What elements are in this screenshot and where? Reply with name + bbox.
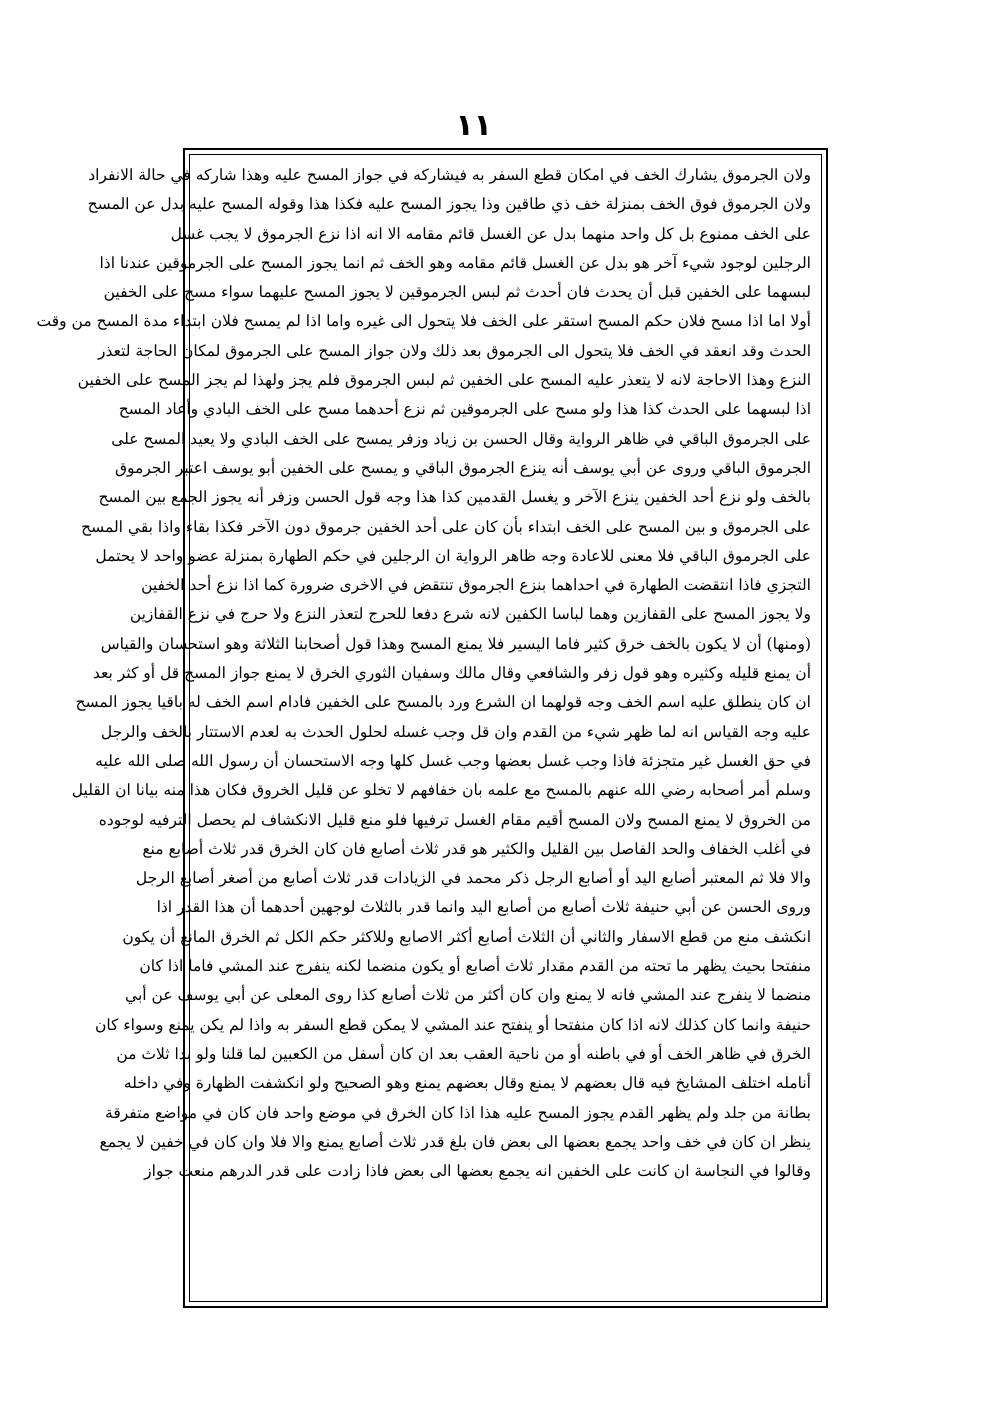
text-line: التجزي فاذا انتقضت الطهارة في احداهما بنزع الجرموق تنتقض في الاخرى ضرورة كما اذا نزع أحد الخفين [141,576,811,595]
text-line: بالخف ولو نزع أحد الخفين ينزع الآخر و يغسل القدمين كذا هذا وجه قول الحسن وزفر أنه يجوز الجمع بين المسح [98,488,811,507]
text-line: على الخف ممنوع بل كل واحد منهما بدل عن الغسل قائم مقامه الا انه اذا نزع الجرموق لا يجب غسل [170,224,811,243]
text-line: على الجرموق الباقي في ظاهر الرواية وقال الحسن بن زياد وزفر يمسح على الخف البادي ولا يعيد المسح على [111,429,811,448]
text-line: الرجلين لوجود شيء آخر هو بدل عن الغسل قائم مقامه وهو الخف ثم انما يجوز المسح على الجرموقين عندنا اذا [99,253,811,272]
text-line: ان كان ينطلق عليه اسم الخف وجه قولهما ان الشرع ورد بالمسح على الخفين فادام اسم الخف له باقيا يجوز المسح [75,693,811,712]
text-line: أن يمنع قليله وكثيره وهو قول زفر والشافعي وقال مالك وسفيان الثوري الخرق لا يمنع جواز المسح قل أو كثر بعد [92,664,811,683]
text-line: النزع وهذا الاحاجة لانه لا يتعذر عليه المسح على الخفين ثم لبس الجرموق فلم يجز ولهذا لم يجز المسح على الخفين [77,371,811,390]
text-line: وسلم أمر أصحابه رضي الله عنهم بالمسح مع علمه بان خفافهم لا تخلو عن قليل الخروق فكان هذا منه بيانا ان القليل [71,781,811,800]
text-line: ولا يجوز المسح على القفازين وهما لباسا الكفين لانه شرع دفعا للحرج لتعذر النزع ولا حرج في نزع القفازين [129,605,811,624]
text-line: ولان الجرموق فوق الخف بمنزلة خف ذي طاقين وذا يجوز المسح عليه فكذا هذا وقوله المسح عليه بدل عن المسح [87,195,811,214]
text-line: أولا اما اذا مسح فلان حكم المسح استقر على الخف فلا يتحول الى غيره واما اذا لم يمسح فلان ابتداء مدة المسح من وقت [36,312,811,331]
page-border [36,148,828,1308]
text-line: من الخروق لا يمنع المسح ولان المسح أقيم مقام الغسل ترفيها فلو منع قليل الانكشاف لم يحصل الترفيه لوجوده [98,810,811,829]
text-line: اذا لبسهما على الحدث كذا هذا ولو مسح على الجرموقين ثم نزع أحدهما مسح على الخف البادي وأعاد المسح [118,400,811,419]
text-line: انكشف منع من قطع الاسفار والثاني أن الثلاث أصابع أكثر الاصابع وللاكثر حكم الكل ثم الخرق المانع أن يكون [122,927,811,946]
text-line: على الجرموق الباقي فلا معنى للاعادة وجه ظاهر الرواية ان الرجلين في حكم الطهارة بمنزلة عضو واحد لا يحتمل [95,546,811,565]
text-line: في حق الغسل غير متجزئة فاذا وجب غسل بعضها وجب غسل كلها وجه الاستحسان أن رسول الله صلى الله عليه [95,751,811,770]
text-line: لبسهما على الخفين قبل أن يحدث فان أحدث ثم لبس الجرموقين لا يجوز المسح عليهما سواء مسح على الخفين [103,283,811,302]
text-line: منفتحا بحيث يظهر ما تحته من القدم مقدار ثلاث أصابع أو يكون منضما لكنه ينفرج عند المشي فاما اذا كان [139,957,811,976]
text-line: بطانة من جلد ولم يظهر القدم يجوز المسح عليه هذا اذا كان الخرق في موضع واحد فان كان في مواضع متفرقة [105,1103,811,1122]
text-line: وقالوا في النجاسة ان كانت على الخفين انه يجمع بعضها الى بعض فاذا زادت على قدر الدرهم منعت جواز [144,1162,811,1181]
text-line: منضما لا ينفرج عند المشي فانه لا يمنع وان كان أكثر من ثلاث أصابع كذا روى المعلى عن أبي يوسف عن أبي [125,986,811,1005]
page-number: ١١ [455,108,492,143]
text-line: (ومنها) أن لا يكون بالخف خرق كثير فاما اليسير فلا يمنع المسح وهذا قول أصحابنا الثلاثة وهو استحسان والقياس [100,634,811,653]
text-line: عليه وجه القياس انه لما ظهر شيء من القدم وان قل وجب غسله لحلول الحدث به لعدم الاستتار بالخف والرجل [100,722,811,741]
text-line: في أغلب الخفاف والحد الفاصل بين القليل والكثير هو قدر ثلاث أصابع فان كان الخرق قدر ثلاث أصابع منع [142,839,811,858]
text-line: والا فلا ثم المعتبر أصابع اليد أو أصابع الرجل ذكر محمد في الزيادات قدر ثلاث أصابع من أصغر أصابع الرجل [135,869,811,888]
text-line: الحدث وقد انعقد في الخف فلا يتحول الى الجرموق بعد ذلك ولان جواز المسح على الجرموق لمكان الحاجة لتعذر [98,341,811,360]
body-text [36,161,811,1295]
text-line: أنامله اختلف المشايخ فيه قال بعضهم لا يمنع وقال بعضهم يمنع وهو الصحيح ولو انكشفت الظهارة وفي داخله [123,1074,811,1093]
text-line: حنيفة وانما كان كذلك لانه اذا كان منفتحا أو ينفتح عند المشي لا يمكن قطع السفر به واذا لم يكن يمنع وسواء كان [94,1015,811,1034]
text-line: ولان الجرموق يشارك الخف في امكان قطع السفر به فيشاركه في جواز المسح عليه وهذا شاركه في حالة الانفراد [88,166,811,184]
text-line: على الجرموق و بين المسح على الخف ابتداء بأن كان على أحد الخفين جرموق دون الآخر فكذا بقاء واذا بقي المسح [81,517,811,536]
text-line: الخرق في ظاهر الخف أو في باطنه أو من ناحية العقب بعد ان كان أسفل من الكعبين لما قلنا ولو بدا ثلاث من [116,1044,811,1063]
text-line: الجرموق الباقي وروى عن أبي يوسف أنه ينزع الجرموق الباقي و يمسح على الخفين أبو يوسف اعتبر الجرموق [115,458,811,477]
text-line: وروى الحسن عن أبي حنيفة ثلاث أصابع من أصابع اليد وانما قدر بالثلاث لوجهين أحدهما أن هذا القدر اذا [156,898,811,917]
inner-border [36,154,822,1302]
text-line: ينظر ان كان في خف واحد يجمع بعضها الى بعض فان بلغ قدر ثلاث أصابع يمنع والا فلا وان كان في خفين لا يجمع [99,1132,811,1151]
